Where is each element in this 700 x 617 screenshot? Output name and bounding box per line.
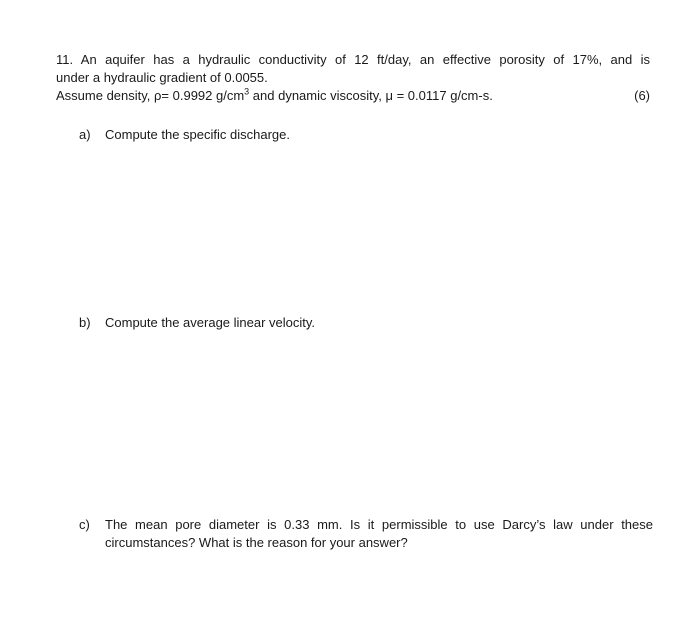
cubic-superscript: 3	[244, 86, 250, 97]
part-c-label: c)	[79, 517, 90, 532]
part-c	[79, 516, 653, 556]
part-b-text: Compute the average linear velocity.	[105, 315, 316, 330]
part-a	[79, 126, 639, 144]
viscosity-text: and dynamic viscosity, μ = 0.0117 g/cm-s.	[249, 88, 493, 103]
part-b	[79, 314, 639, 332]
question-line-3-text	[56, 88, 493, 103]
part-a-text: Compute the specific discharge.	[105, 127, 290, 142]
part-c-line-1: The mean pore diameter is 0.33 mm. Is it permissible to use Darcy’s law under these	[105, 517, 653, 532]
marks-badge: (6)	[634, 88, 650, 103]
question-line-1: 11. An aquifer has a hydraulic conductivity of 12 ft/day, an effective porosity of 17%, and is	[56, 52, 650, 67]
part-b-label: b)	[79, 315, 91, 330]
question-11	[56, 51, 650, 105]
part-c-text	[105, 516, 653, 552]
question-line-2: under a hydraulic gradient of 0.0055.	[56, 70, 268, 85]
question-line-3	[56, 87, 650, 105]
part-a-label: a)	[79, 127, 91, 142]
part-c-line-2: circumstances? What is the reason for your answer?	[105, 535, 408, 550]
density-text: Assume density, ρ= 0.9992 g/cm	[56, 88, 245, 103]
